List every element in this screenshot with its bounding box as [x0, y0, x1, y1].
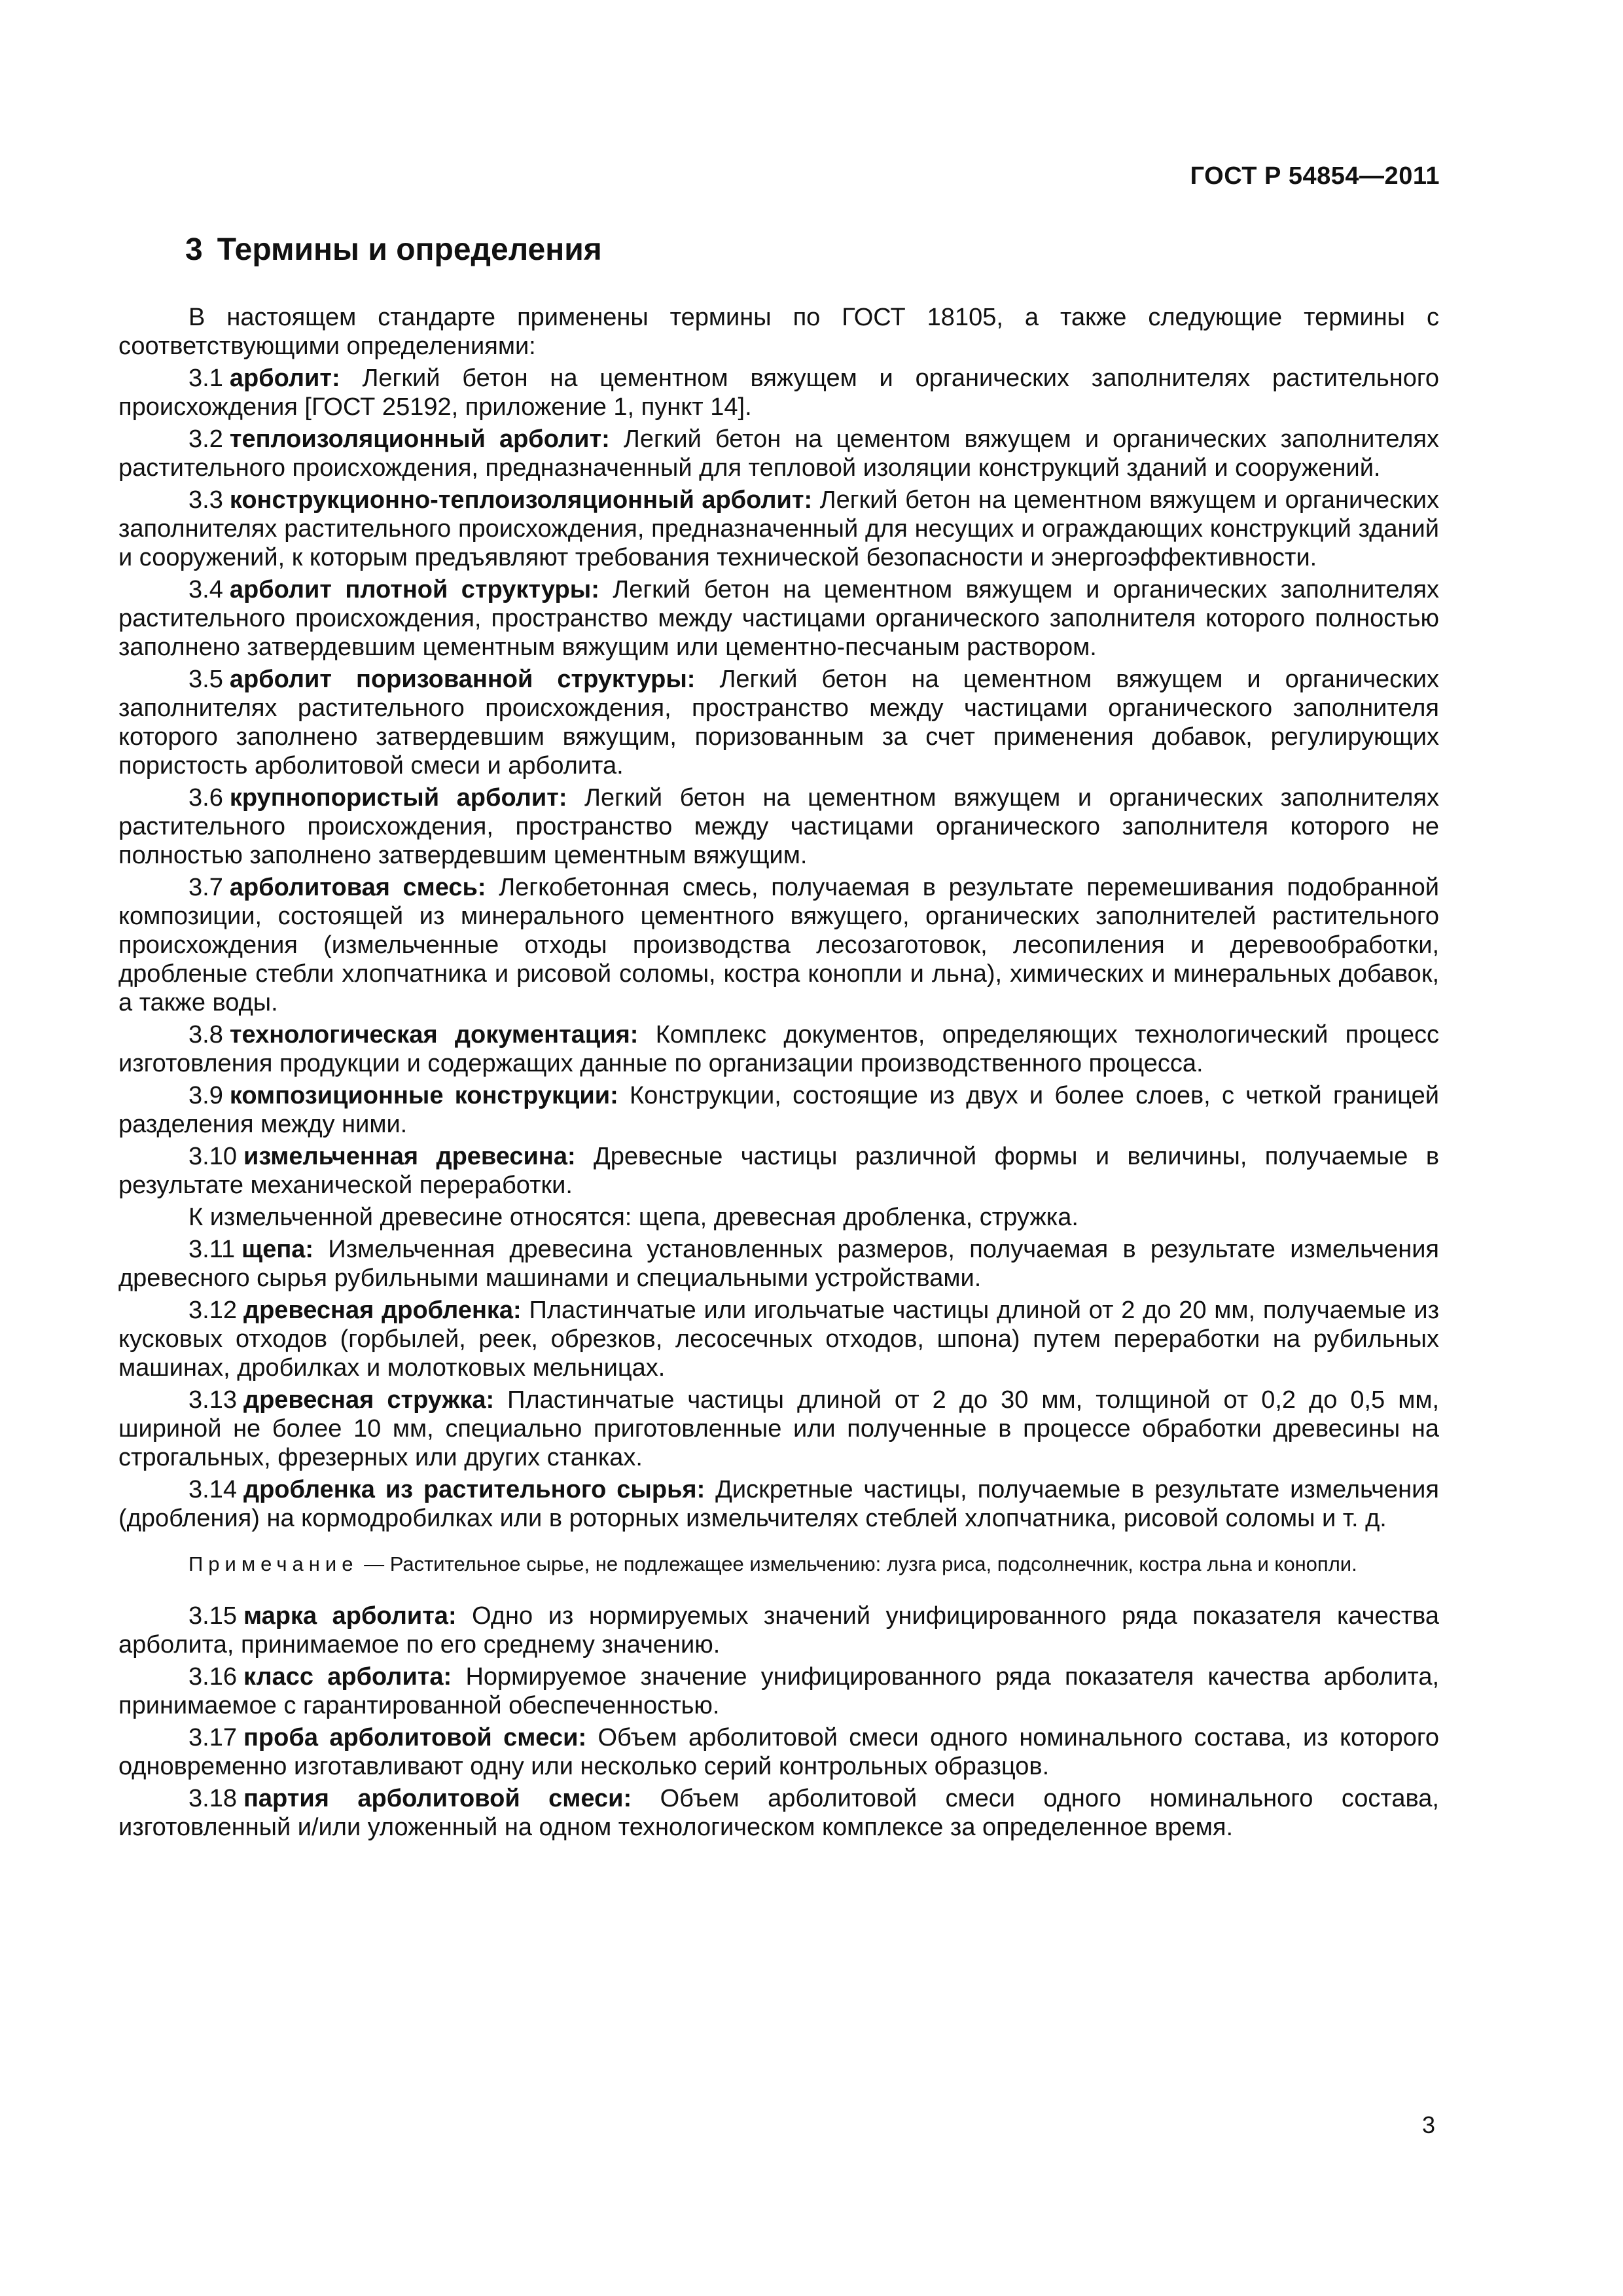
term-name: древесная стружка:	[243, 1386, 495, 1414]
term-3-16	[118, 1662, 1439, 1720]
term-definition: Легкий бетон на цементом вяжущем и органических заполнителях растительного происхождения, предназначенный для тепловой изоляции конструкций зданий и сооружений.	[118, 425, 1440, 482]
document-body	[118, 303, 1439, 1845]
term-name: композиционные конструкции:	[229, 1082, 618, 1109]
term-name: марка арболита:	[243, 1602, 457, 1630]
term-number: 3.4	[188, 576, 223, 603]
term-3-6	[118, 783, 1439, 870]
note	[118, 1551, 1439, 1577]
term-number: 3.11	[188, 1236, 236, 1263]
page-number: 3	[1421, 2111, 1435, 2138]
term-definition: Легкий бетон на цементном вяжущем и органических заполнителях растительного происхождения, предназначенный для несущих и ограждающих конструкций зданий и сооружений, к которым предъявляют требования технической безопасности и энергоэффективности.	[118, 486, 1440, 571]
term-number: 3.6	[188, 784, 223, 812]
term-definition: Легкобетонная смесь, получаемая в результате перемешивания подобранной композиции, состоящей из минерального цементного вяжущего, органических заполнителей растительного происхождения (измельченные отходы производства лесозаготовок, лесопиления и деревообработки, дробленые стебли хлопчатника и рисовой соломы, костра конопли и льна), химических и минеральных добавок, а также воды.	[118, 874, 1440, 1016]
term-3-2	[118, 425, 1439, 482]
term-3-17	[118, 1723, 1439, 1781]
term-definition: Легкий бетон на цементном вяжущем и органических заполнителях растительного происхождения [ГОСТ 25192, приложение 1, пункт 14].	[118, 365, 1439, 421]
term-number: 3.2	[188, 425, 223, 453]
term-definition: Объем арболитовой смеси одного номинального состава, из которого одновременно изготавливают одну или несколько серий контрольных образцов.	[118, 1724, 1439, 1780]
term-number: 3.5	[188, 666, 223, 693]
term-name: арболит:	[229, 365, 340, 392]
term-definition: Древесные частицы различной формы и величины, получаемые в результате механической переработки.	[118, 1143, 1440, 1199]
term-3-18	[118, 1784, 1439, 1842]
note-dash: —	[364, 1552, 385, 1575]
document-id: ГОСТ Р 54854—2011	[1190, 162, 1440, 190]
term-3-8	[118, 1020, 1439, 1078]
term-definition: Одно из нормируемых значений унифицированного ряда показателя качества арболита, принимаемое по его среднему значению.	[118, 1602, 1440, 1659]
term-3-9	[118, 1081, 1439, 1139]
note-text: Растительное сырье, не подлежащее измельчению: лузга риса, подсолнечник, костра льна и конопли.	[389, 1552, 1357, 1575]
term-number: 3.1	[188, 365, 223, 392]
term-3-10	[118, 1142, 1439, 1200]
term-name: партия арболитовой смеси:	[243, 1785, 632, 1812]
term-3-12	[118, 1296, 1439, 1382]
term-number: 3.13	[188, 1386, 237, 1414]
section-number: 3	[185, 232, 203, 267]
term-definition: Пластинчатые или игольчатые частицы длиной от 2 до 20 мм, получаемые из кусковых отходов (горбылей, реек, обрезков, лесосечных отходов, шпона) путем переработки на рубильных машинах, дробилках и молотковых мельницах.	[118, 1297, 1440, 1382]
term-number: 3.15	[188, 1602, 237, 1630]
term-definition: Объем арболитовой смеси одного номинального состава, изготовленный и/или уложенный на одном технологическом комплексе за определенное время.	[118, 1785, 1439, 1841]
term-number: 3.8	[188, 1021, 223, 1049]
term-definition: Дискретные частицы, получаемые в результате измельчения (дробления) на кормодробилках или в роторных измельчителях стеблей хлопчатника, рисовой соломы и т. д.	[118, 1476, 1439, 1532]
term-number: 3.12	[188, 1297, 237, 1324]
term-definition: Легкий бетон на цементном вяжущем и органических заполнителях растительного происхождения, пространство между частицами органического заполнителя которого заполнено затвердевшим вяжущим, поризованным за счет применения добавок, регулирующих пористость арболитовой смеси и арболита.	[118, 666, 1440, 780]
term-name: проба арболитовой смеси:	[243, 1724, 587, 1751]
term-3-7	[118, 873, 1439, 1017]
term-name: щепа:	[241, 1236, 314, 1263]
term-name: технологическая документация:	[229, 1021, 639, 1049]
term-name: дробленка из растительного сырья:	[243, 1476, 705, 1503]
term-number: 3.18	[188, 1785, 237, 1812]
term-number: 3.3	[188, 486, 223, 514]
term-3-11	[118, 1235, 1439, 1293]
term-3-4	[118, 575, 1439, 662]
note-label: Примечание	[188, 1552, 359, 1575]
term-name: измельченная древесина:	[243, 1143, 576, 1170]
term-name: крупнопористый арболит:	[229, 784, 567, 812]
term-name: арболитовая смесь:	[229, 874, 486, 901]
term-number: 3.7	[188, 874, 223, 901]
term-3-13	[118, 1386, 1439, 1472]
term-name: конструкционно-теплоизоляционный арболит:	[229, 486, 813, 514]
term-number: 3.9	[188, 1082, 223, 1109]
section-title-text: Термины и определения	[217, 232, 602, 267]
term-name: арболит поризованной структуры:	[229, 666, 696, 693]
term-number: 3.17	[188, 1724, 237, 1751]
term-name: класс арболита:	[243, 1663, 452, 1691]
term-3-15	[118, 1602, 1439, 1659]
term-number: 3.14	[188, 1476, 237, 1503]
term-definition: Нормируемое значение унифицированного ряда показателя качества арболита, принимаемое с гарантированной обеспеченностью.	[118, 1663, 1440, 1719]
term-definition: Пластинчатые частицы длиной от 2 до 30 мм, толщиной от 0,2 до 0,5 мм, шириной не более 10 мм, специально приготовленные или полученные в процессе обработки древесины на строгальных, фрезерных или других станках.	[118, 1386, 1439, 1471]
term-3-1	[118, 364, 1439, 422]
term-name: арболит плотной структуры:	[229, 576, 599, 603]
term-3-10-continuation: К измельченной древесине относятся: щепа, древесная дробленка, стружка.	[188, 1204, 1079, 1231]
term-3-3	[118, 486, 1439, 572]
term-name: теплоизоляционный арболит:	[229, 425, 610, 453]
term-3-14	[118, 1475, 1439, 1533]
term-3-5	[118, 665, 1439, 780]
term-definition: Легкий бетон на цементном вяжущем и органических заполнителях растительного происхождения, пространство между частицами органического заполнителя которого не полностью заполнено затвердевшим цементным вяжущим.	[118, 784, 1439, 869]
term-definition: Легкий бетон на цементном вяжущем и органических заполнителях растительного происхождения, пространство между частицами органического заполнителя которого полностью заполнено затвердевшим цементным вяжущим или цементно-песчаным раствором.	[118, 576, 1439, 661]
term-definition: Измельченная древесина установленных размеров, получаемая в результате измельчения древесного сырья рубильными машинами и специальными устройствами.	[118, 1236, 1439, 1292]
term-number: 3.16	[188, 1663, 237, 1691]
section-title	[185, 232, 602, 268]
term-name: древесная дробленка:	[243, 1297, 522, 1324]
term-definition: Комплекс документов, определяющих технологический процесс изготовления продукции и содержащих данные по организации производственного процесса.	[118, 1021, 1439, 1077]
term-definition: Конструкции, состоящие из двух и более слоев, с четкой границей разделения между ними.	[118, 1082, 1439, 1138]
term-number: 3.10	[188, 1143, 237, 1170]
intro-paragraph: В настоящем стандарте применены термины по ГОСТ 18105, а также следующие термины с соответствующими определениями:	[118, 304, 1439, 360]
